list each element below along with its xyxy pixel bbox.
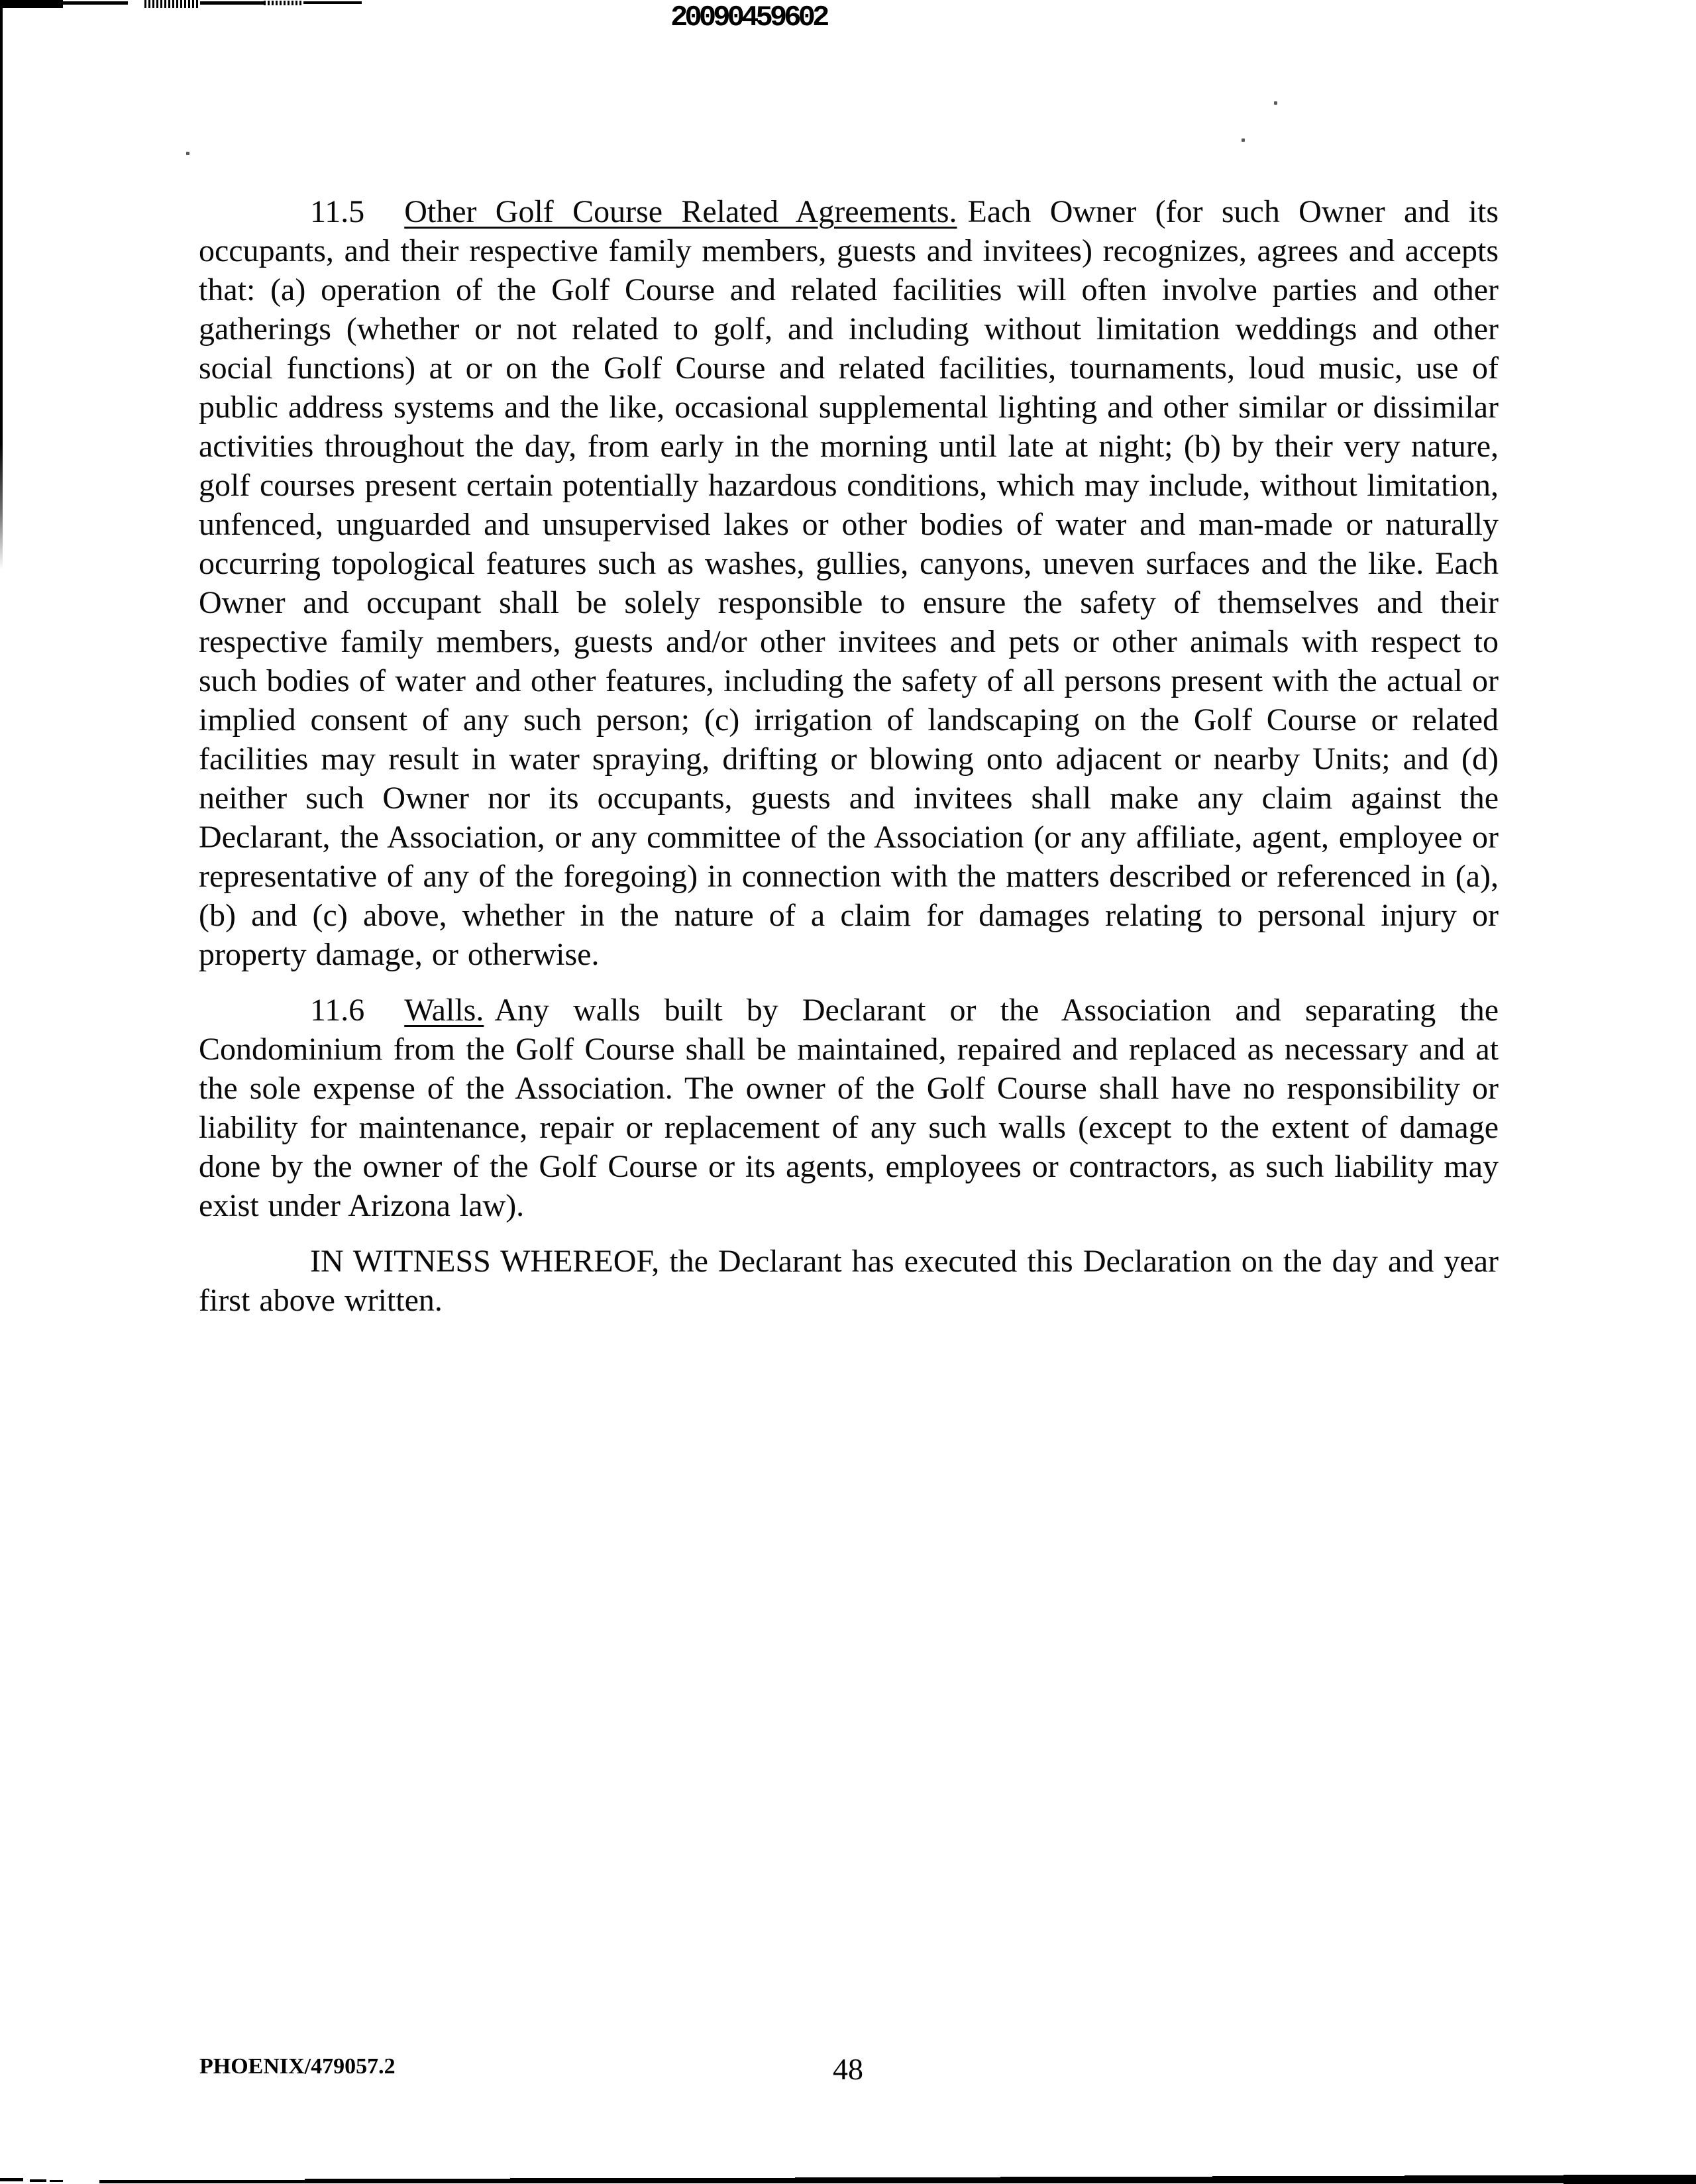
section-heading: Walls. (404, 993, 484, 1028)
scan-artifact-bottom (1000, 2177, 1219, 2183)
document-body (199, 192, 1499, 1337)
scan-artifact-top-hatch (144, 0, 200, 8)
scan-artifact-bottom (305, 2179, 517, 2183)
tab-spacer (364, 221, 404, 222)
section-number: 11.5 (310, 194, 365, 229)
scan-artifact-bottom (0, 2178, 23, 2181)
section-heading: Other Golf Course Related Agreements. (404, 194, 957, 229)
scan-artifact-bottom (795, 2177, 1007, 2183)
scan-speck (1274, 101, 1277, 105)
recording-number: 20090459602 (670, 1, 827, 34)
scan-artifact-top-bar (0, 0, 63, 8)
scan-artifact-left-edge (0, 0, 3, 570)
scan-artifact-bottom (510, 2178, 802, 2183)
section-11-5-paragraph (199, 192, 1499, 974)
scan-artifact-bottom (50, 2180, 63, 2182)
scan-artifact-top-line-2 (200, 1, 264, 5)
witness-clause: IN WITNESS WHEREOF, the Declarant has executed this Declaration on the day and year first above written. (199, 1244, 1499, 1318)
section-text: Each Owner (for such Owner and its occupants, and their respective family members, guests and invitees) recognizes, agrees and accepts that: (a) operation of the Golf Course and related facilities will often involve parties and other gatherings (whether or not related to golf, and including without limitation weddings and other social functions) at or on the Golf Course and related facilities, tournaments, loud music, use of public address systems and the like, occasional supplemental lighting and other similar or dissimilar activities throughout the day, from early in the morning until late at night; (b) by their very nature, golf courses present certain potentially hazardous conditions, which may include, without limitation, unfenced, unguarded and unsupervised lakes or other bodies of water and man-made or naturally occurring topological features such as washes, gullies, canyons, uneven surfaces and the like. Each Owner and occupant shall be solely responsible to ensure the safety of themselves and their respective family members, guests and/or other invitees and pets or other animals with respect to such bodies of water and other features, including the safety of all persons present with the actual or implied consent of any such person; (c) irrigation of landscaping on the Golf Course or related facilities may result in water spraying, drifting or blowing onto adjacent or nearby Units; and (d) neither such Owner nor its occupants, guests and invitees shall make any claim against the Declarant, the Association, or any committee of the Association (or any affiliate, agent, employee or representative of any of the foregoing) in connection with the matters described or referenced in (a), (b) and (c) above, whether in the nature of a claim for damages relating to personal injury or property damage, or otherwise. (199, 194, 1499, 972)
footer-document-reference: PHOENIX/479057.2 (199, 2054, 396, 2079)
page-number: 48 (833, 2052, 863, 2086)
scan-speck (186, 152, 189, 155)
scan-artifact-top-line (62, 1, 128, 5)
scan-artifact-bottom (99, 2180, 318, 2183)
section-number: 11.6 (310, 993, 365, 1028)
scan-artifact-bottom (1212, 2176, 1411, 2183)
sentence-gap (957, 221, 968, 222)
scan-artifact-top-hatch-2 (264, 1, 303, 5)
section-text: Any walls built by Declarant or the Association and separating the Condominium from the Golf Course shall be maintained, repaired and replaced as necessary and at the sole expense of the Association. The owner of the Golf Course shall have no responsibility or liability for maintenance, repair or replacement of any such walls (except to the extent of damage done by the owner of the Golf Course or its agents, employees or contractors, as such liability may exist under Arizona law). (199, 993, 1499, 1223)
scan-artifact-top-line-3 (303, 1, 362, 4)
scan-artifact-bottom (30, 2179, 46, 2182)
scan-speck (1242, 138, 1245, 142)
scan-artifact-bottom (1404, 2175, 1570, 2183)
scan-artifact-bottom (1564, 2175, 1696, 2184)
section-11-6-paragraph (199, 991, 1499, 1225)
